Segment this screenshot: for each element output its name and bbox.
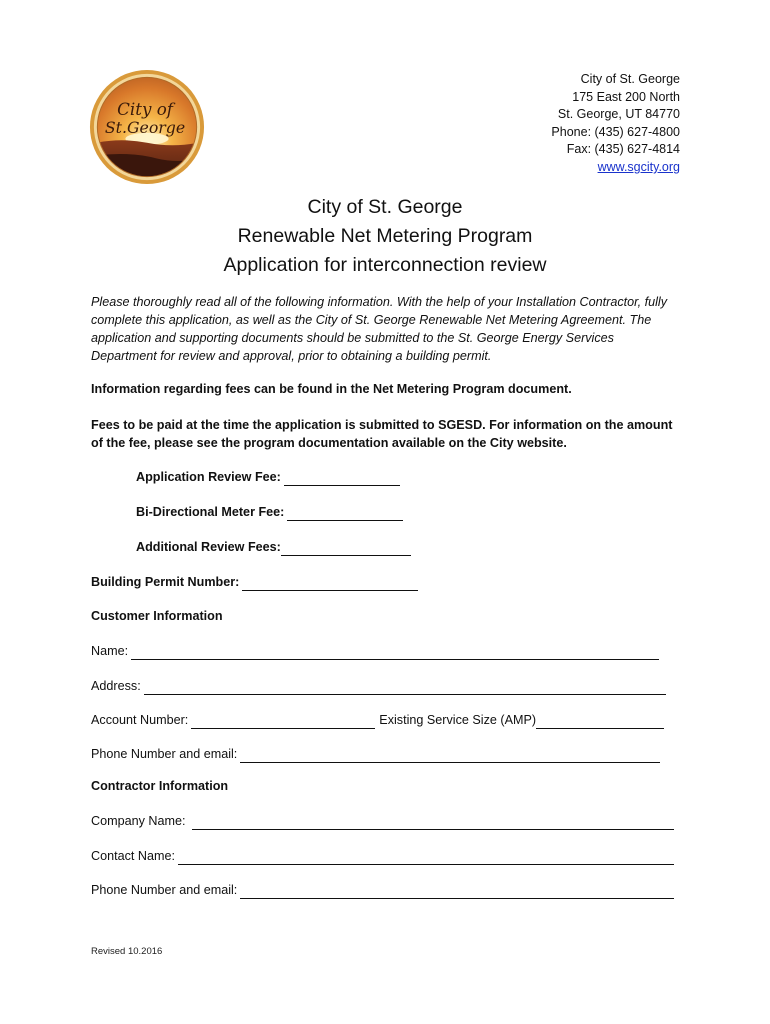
intro-paragraph: Please thoroughly read all of the following information. With the help of your Installation Contractor, fully complete this application, as well as the City of St. George Renewable Net Metering Agreement. The application and supporting documents should be submitted to the St. George Energy Services Department for review and approval, prior to obtaining a building permit. bbox=[91, 295, 668, 363]
bi-directional-meter-fee-input[interactable] bbox=[287, 507, 403, 521]
customer-phone-email-field bbox=[91, 745, 660, 763]
address-line-phone: Phone: (435) 627-4800 bbox=[551, 124, 680, 139]
account-number-label: Account Number: bbox=[91, 713, 189, 727]
contractor-info-heading: Contractor Information bbox=[91, 779, 229, 793]
company-name-input[interactable] bbox=[192, 816, 674, 830]
customer-info-heading: Customer Information bbox=[91, 609, 223, 623]
service-size-label: Existing Service Size (AMP) bbox=[379, 713, 537, 727]
address-line-street: 175 East 200 North bbox=[572, 89, 680, 104]
service-size-input[interactable] bbox=[536, 715, 664, 729]
revision-footer: Revised 10.2016 bbox=[91, 946, 163, 957]
contractor-phone-email-input[interactable] bbox=[240, 885, 674, 899]
website-link[interactable]: www.sgcity.org bbox=[597, 159, 680, 174]
additional-review-fees-field bbox=[136, 538, 411, 556]
customer-address-field bbox=[91, 677, 666, 695]
customer-phone-email-label: Phone Number and email: bbox=[91, 747, 238, 761]
bi-directional-meter-fee-field bbox=[136, 503, 403, 521]
additional-review-fees-input[interactable] bbox=[281, 542, 411, 556]
contact-name-label: Contact Name: bbox=[91, 849, 175, 863]
address-line-city: City of St. George bbox=[580, 72, 680, 86]
customer-name-input[interactable] bbox=[131, 646, 659, 660]
account-number-field bbox=[91, 711, 664, 729]
customer-phone-email-input[interactable] bbox=[240, 749, 660, 763]
contractor-phone-email-field bbox=[91, 881, 674, 899]
customer-name-field bbox=[91, 642, 659, 660]
customer-name-label: Name: bbox=[91, 644, 129, 658]
application-review-fee-input[interactable] bbox=[284, 472, 400, 486]
account-number-input[interactable] bbox=[191, 715, 375, 729]
application-review-fee-label: Application Review Fee: bbox=[136, 470, 281, 484]
building-permit-input[interactable] bbox=[242, 577, 418, 591]
title-line-program: Renewable Net Metering Program bbox=[237, 225, 533, 247]
additional-review-fees-label: Additional Review Fees: bbox=[136, 540, 281, 554]
contact-name-field bbox=[91, 847, 674, 865]
address-line-citystate: St. George, UT 84770 bbox=[557, 107, 680, 122]
fees-paid-paragraph: Fees to be paid at the time the application is submitted to SGESD. For information on the amount of the fee, please see the program documentation available on the City website. bbox=[91, 418, 673, 450]
bi-directional-meter-fee-label: Bi-Directional Meter Fee: bbox=[136, 505, 285, 519]
company-name-label: Company Name: bbox=[91, 814, 186, 828]
building-permit-label: Building Permit Number: bbox=[91, 575, 240, 589]
svg-text:St.George: St.George bbox=[104, 117, 186, 137]
city-seal-logo bbox=[88, 68, 206, 186]
title-line-city: City of St. George bbox=[307, 196, 463, 218]
application-review-fee-field bbox=[136, 468, 400, 486]
title-line-application: Application for interconnection review bbox=[223, 254, 547, 276]
customer-address-label: Address: bbox=[91, 679, 141, 693]
address-line-fax: Fax: (435) 627-4814 bbox=[566, 142, 680, 157]
address-block bbox=[551, 71, 680, 177]
building-permit-field bbox=[91, 573, 418, 591]
document-title bbox=[0, 193, 770, 280]
svg-text:City of: City of bbox=[117, 99, 173, 120]
customer-address-input[interactable] bbox=[144, 681, 666, 695]
contractor-phone-email-label: Phone Number and email: bbox=[91, 883, 238, 897]
fees-info-paragraph: Information regarding fees can be found in the Net Metering Program document. bbox=[91, 382, 572, 396]
contact-name-input[interactable] bbox=[178, 851, 674, 865]
company-name-field bbox=[91, 812, 674, 830]
